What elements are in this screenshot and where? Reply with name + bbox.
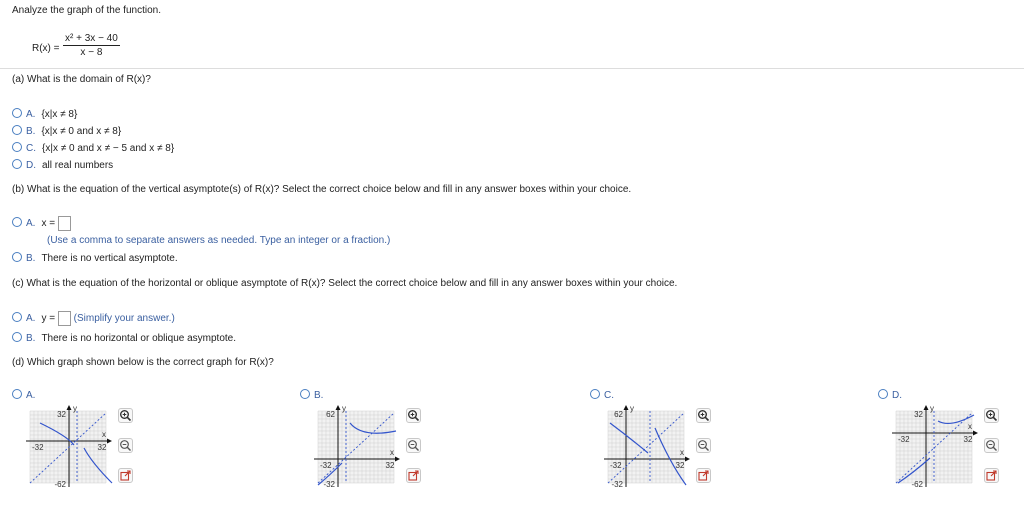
tick-x-left: -32	[610, 461, 622, 470]
graph-option-a[interactable]: A.	[12, 389, 41, 401]
axis-label-x: x	[390, 448, 394, 457]
tick-y-bottom: -32	[323, 480, 335, 489]
part-a-option-a[interactable]: A. {x|x ≠ 8}	[12, 108, 77, 120]
magnify-minus-icon[interactable]	[406, 438, 421, 453]
magnify-minus-icon[interactable]	[696, 438, 711, 453]
graph-option-d[interactable]: D.	[878, 389, 908, 401]
magnify-plus-icon[interactable]	[118, 408, 133, 423]
radio-icon[interactable]	[12, 159, 22, 169]
graph-plot	[888, 403, 980, 489]
tick-x-right: 32	[963, 435, 973, 444]
tick-y-bottom: -32	[611, 480, 623, 489]
x-axis-arrow	[107, 439, 112, 444]
tick-x-left: -32	[32, 443, 44, 452]
radio-icon[interactable]	[12, 312, 22, 322]
part-a-option-c[interactable]: C. {x|x ≠ 0 and x ≠ − 5 and x ≠ 8}	[12, 142, 174, 154]
graph-c	[600, 403, 692, 492]
tick-y-bottom: -62	[911, 480, 923, 489]
divider	[0, 68, 1024, 69]
page-title: Analyze the graph of the function.	[12, 5, 161, 16]
axis-label-x: x	[968, 422, 972, 431]
tick-y-top: 32	[914, 410, 923, 419]
part-b-hint: (Use a comma to separate answers as needed. Type an integer or a fraction.)	[47, 235, 391, 246]
radio-icon[interactable]	[878, 389, 888, 399]
y-axis-arrow	[924, 405, 929, 410]
y-axis-arrow	[624, 405, 629, 410]
radio-icon[interactable]	[12, 252, 22, 262]
axis-label-y: y	[930, 404, 934, 413]
axis-label-y: y	[342, 404, 346, 413]
part-a-option-b[interactable]: B. {x|x ≠ 0 and x ≠ 8}	[12, 125, 121, 137]
function-fraction	[63, 33, 120, 58]
radio-icon[interactable]	[12, 217, 22, 227]
tick-x-left: -32	[898, 435, 910, 444]
tick-y-top: 62	[326, 410, 335, 419]
tick-x-left: -32	[320, 461, 332, 470]
tick-x-right: 32	[675, 461, 685, 470]
graph-option-b[interactable]: B.	[300, 389, 329, 401]
x-axis-arrow	[973, 431, 978, 436]
graph-plot	[22, 403, 114, 489]
part-a-option-d[interactable]: D. all real numbers	[12, 159, 113, 171]
vertical-asymptote-input[interactable]	[58, 216, 71, 231]
horizontal-asymptote-input[interactable]	[58, 311, 71, 326]
part-a-question: (a) What is the domain of R(x)?	[12, 74, 151, 85]
tick-y-top: 32	[57, 410, 66, 419]
part-c-option-b[interactable]: B. There is no horizontal or oblique asymptote.	[12, 332, 236, 344]
radio-icon[interactable]	[12, 142, 22, 152]
graph-d	[888, 403, 980, 492]
popout-icon[interactable]	[984, 468, 999, 483]
radio-icon[interactable]	[300, 389, 310, 399]
tick-y-top: 62	[614, 410, 623, 419]
part-d-question: (d) Which graph shown below is the correct graph for R(x)?	[12, 357, 274, 368]
axis-label-y: y	[73, 404, 77, 413]
magnify-plus-icon[interactable]	[984, 408, 999, 423]
x-axis-arrow	[395, 457, 400, 462]
part-b-option-a[interactable]: A. x =	[12, 216, 71, 231]
tick-x-right: 32	[385, 461, 395, 470]
magnify-minus-icon[interactable]	[118, 438, 133, 453]
radio-icon[interactable]	[590, 389, 600, 399]
graph-plot	[600, 403, 692, 489]
part-c-option-a[interactable]: A. y = (Simplify your answer.)	[12, 311, 175, 326]
part-b-option-b[interactable]: B. There is no vertical asymptote.	[12, 252, 178, 264]
magnify-plus-icon[interactable]	[696, 408, 711, 423]
axis-label-x: x	[102, 430, 106, 439]
magnify-minus-icon[interactable]	[984, 438, 999, 453]
popout-icon[interactable]	[406, 468, 421, 483]
y-axis-arrow	[336, 405, 341, 410]
popout-icon[interactable]	[696, 468, 711, 483]
radio-icon[interactable]	[12, 389, 22, 399]
function-numerator: x² + 3x − 40	[65, 33, 118, 44]
popout-icon[interactable]	[118, 468, 133, 483]
graph-plot	[310, 403, 402, 489]
function-denominator: x − 8	[80, 47, 103, 58]
x-axis-arrow	[685, 457, 690, 462]
magnify-plus-icon[interactable]	[406, 408, 421, 423]
axis-label-x: x	[680, 448, 684, 457]
y-axis-arrow	[67, 405, 72, 410]
radio-icon[interactable]	[12, 332, 22, 342]
function-lhs: R(x) =	[32, 43, 60, 54]
radio-icon[interactable]	[12, 125, 22, 135]
tick-x-right: 32	[97, 443, 107, 452]
radio-icon[interactable]	[12, 108, 22, 118]
graph-option-c[interactable]: C.	[590, 389, 620, 401]
part-c-question: (c) What is the equation of the horizontal or oblique asymptote of R(x)? Select the correct choice below and fill in any answer boxes within your choice.	[12, 278, 678, 289]
axis-label-y: y	[630, 404, 634, 413]
tick-y-bottom: -62	[54, 480, 66, 489]
graph-a	[22, 403, 114, 492]
part-b-question: (b) What is the equation of the vertical asymptote(s) of R(x)? Select the correct choice below and fill in any answer boxes within your choice.	[12, 184, 632, 195]
graph-b	[310, 403, 402, 492]
